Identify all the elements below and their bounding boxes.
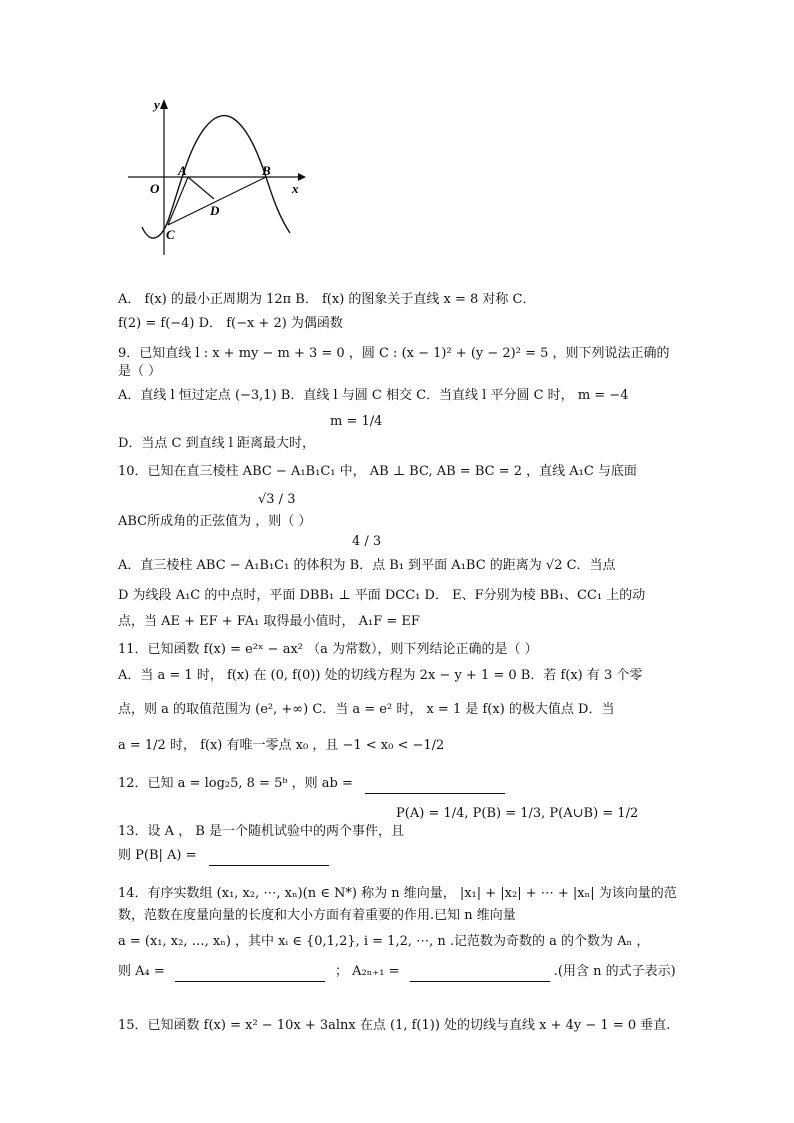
q13-answer-blank[interactable] <box>209 851 329 866</box>
q14-a2n1-answer-blank[interactable] <box>410 967 550 982</box>
q8-options-line2: f(2) = f(−4) D． f(−x + 2) 为偶函数 <box>118 316 343 331</box>
label-point-c: C <box>166 227 175 242</box>
q15-stem: 15．已知函数 f(x) = x² − 10x + 3alnx 在点 (1, f(1)) 处的切线与直线 x + 4y − 1 = 0 垂直. <box>118 1018 671 1033</box>
q14-a4-label: 则 A₄ = <box>118 964 165 979</box>
label-point-a: A <box>178 163 187 178</box>
q14-a4-answer-blank[interactable] <box>175 967 325 982</box>
q13-text: 则 P(B| A) = <box>118 848 197 863</box>
q12-text: 12．已知 a = log₂5, 8 = 5ᵇ ，则 ab = <box>118 776 353 791</box>
q10-options-line1: A．直三棱柱 ABC − A₁B₁C₁ 的体积为 B．点 B₁ 到平面 A₁BC 的距离为 √2 C．当点 <box>118 558 616 573</box>
q10-stem-line1: 10．已知在直三棱柱 ABC − A₁B₁C₁ 中， AB ⊥ BC, AB = BC = 2 ，直线 A₁C 与底面 <box>118 464 637 479</box>
axis-label-x: x <box>292 181 299 196</box>
q14-stem-line2: 数，范数在度量向量的长度和大小方面有着重要的作用.已知 n 维向量 <box>118 908 516 923</box>
segment-ac <box>168 177 188 225</box>
label-point-d: D <box>210 203 220 218</box>
q9-stem-line1: 9．已知直线 l : x + my − m + 3 = 0 ，圆 C : (x − 1)² + (y − 2)² = 5 ，则下列说法正确的 <box>118 346 670 361</box>
label-origin: O <box>150 181 160 196</box>
q12-stem <box>118 774 678 794</box>
q13-stem-line1: 13．设 A ， B 是一个随机试验中的两个事件，且 <box>118 824 405 839</box>
q10-options-line3: 点，当 AE + EF + FA₁ 取得最小值时， A₁F = EF <box>118 614 420 629</box>
q14-a2n1-label: ； A₂ₙ₊₁ = <box>335 964 400 979</box>
q14-stem-line3: a = (x₁, x₂, …, xₙ) ，其中 xᵢ ∈ {0,1,2}, i = 1,2, ⋯, n .记范数为奇数的 a 的个数为 Aₙ ， <box>118 934 650 949</box>
q9-option-d-value: m = 1/4 <box>330 414 383 429</box>
q10-options-line2: D 为线段 A₁C 的中点时，平面 DBB₁ ⊥ 平面 DCC₁ D． E、F分别为棱 BB₁、CC₁ 上的动 <box>118 588 646 603</box>
q14-stem-line1: 14．有序实数组 (x₁, x₂, ⋯, xₙ)(n ∈ N*) 称为 n 维向量， |x₁| + |x₂| + ⋯ + |xₙ| 为该向量的范 <box>118 886 677 901</box>
q14-stem-line4 <box>118 962 678 982</box>
q8-options-line1: A． f(x) 的最小正周期为 12π B． f(x) 的图象关于直线 x = 8 对称 C． <box>118 292 536 307</box>
q10-stem-line2: ABC所成角的正弦值为 ，则（ ） <box>118 514 312 529</box>
q13-stem-line2 <box>118 846 678 866</box>
q11-options-line2: 点，则 a 的取值范围为 (e², +∞) C．当 a = e² 时， x = 1 是 f(x) 的极大值点 D．当 <box>118 702 615 717</box>
q14-note: .(用含 n 的式子表示) <box>553 964 676 979</box>
x-axis-arrow-icon <box>298 173 306 181</box>
q11-stem: 11．已知函数 f(x) = e²ˣ − ax² （a 为常数），则下列结论正确的是（ ） <box>118 642 538 657</box>
q13-probabilities: P(A) = 1/4, P(B) = 1/3, P(A∪B) = 1/2 <box>396 806 639 821</box>
q9-stem-line2: 是（ ） <box>118 364 162 379</box>
q10-sine-value: √3 / 3 <box>258 492 296 507</box>
q11-options-line3: a = 1/2 时， f(x) 有唯一零点 x₀ ，且 −1 < x₀ < −1/2 <box>118 738 445 753</box>
q10-volume-value: 4 / 3 <box>352 534 382 549</box>
q9-options-line1: A．直线 l 恒过定点 (−3,1) B．直线 l 与圆 C 相交 C．当直线 l 平分圆 C 时， m = −4 <box>118 388 629 403</box>
q12-answer-blank[interactable] <box>365 779 505 794</box>
segment-ad <box>188 177 214 199</box>
q11-options-line1: A．当 a = 1 时， f(x) 在 (0, f(0)) 处的切线方程为 2x − y + 1 = 0 B．若 f(x) 有 3 个零 <box>118 668 643 683</box>
function-graph-figure <box>120 95 310 260</box>
q9-options-line2: D．当点 C 到直线 l 距离最大时， <box>118 436 316 451</box>
axis-label-y: y <box>154 97 160 112</box>
y-axis-arrow-icon <box>160 99 168 109</box>
label-point-b: B <box>262 163 271 178</box>
